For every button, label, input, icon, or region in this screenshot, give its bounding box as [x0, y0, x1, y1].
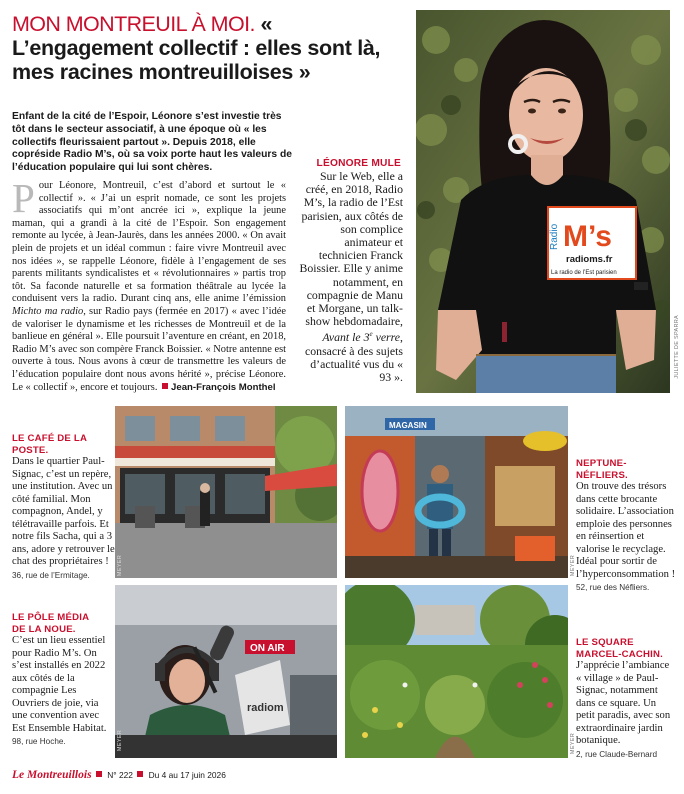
chapo: Enfant de la cité de l’Espoir, Léonore s’est investie très tôt dans le secteur associatif, à une époque où « les collectifs fleurissaient partout ». Depuis 2018, elle copréside Radio M’s, où sa voix porte haut les valeurs de l’éducation populaire qui lui sont chères.: [12, 111, 293, 174]
place-media-credit: MEYER: [117, 730, 123, 752]
place-neptune-text: On trouve des trésors dans cette brocante solidaire. L’association emploie des personnes en réinsertion et valorise le recyclage. Idéal pour sortir de l’hyperconsommation !: [576, 481, 676, 580]
tshirt-brand: M’s: [563, 220, 612, 253]
footer-issue: N° 222: [107, 770, 133, 780]
neptune-sign: MAGASIN: [389, 421, 427, 430]
place-neptune-address: 52, rue des Néfliers.: [576, 583, 650, 593]
place-neptune-title: NEPTUNE-NÉFLIERS.: [576, 458, 628, 481]
place-cafe-photo: [115, 406, 337, 578]
place-media: [12, 612, 115, 746]
article-p1: our Léonore, Montreuil, c’est d’abord et surtout le « collectif ». « J’ai un esprit nomade, ce sont les projets associatifs qui m’ont ancrée ici », explique la jeune maman, qui a grandi à la cité de l’Espoir. Son engagement remonte au lycée, à Jean-Jaurès, dans les années 2000. « On avait plein de projets et un idéal commun : faire vivre Montreuil avec nos idées », se rappelle Léonore, fidèle à l’engagement de ses parents militants syndicalistes et « révolutionnaires » partis trop tôt. Sa faconde naturelle et sa formation théâtrale au lycée la conduisent vers la radio. Durant cinq ans, elle anime l’émission: [12, 180, 286, 305]
footer-square-icon-2: [137, 771, 143, 777]
place-neptune-credit: MEYER: [570, 555, 576, 577]
portrait-photo: [416, 10, 670, 393]
place-neptune: [576, 458, 676, 592]
place-media-photo: [115, 585, 337, 758]
portrait-credit: JULIETTE DE SPARRA: [674, 315, 680, 379]
place-cafe-title: LE CAFÉ DE LA POSTE.: [12, 433, 87, 456]
place-media-title-2: DE LA NOUE.: [12, 623, 76, 635]
article-body: [12, 175, 286, 394]
tshirt-side: Radio: [549, 223, 560, 250]
headline: [12, 12, 410, 84]
footer: [12, 769, 672, 781]
sidebar-text-b: , consacré à des sujets d’actualité vus du « 93 ».: [305, 330, 403, 384]
footer-square-icon: [96, 771, 102, 777]
tshirt-url: radioms.fr: [566, 254, 613, 265]
place-cafe: [12, 433, 115, 580]
sidebar-text: [298, 170, 403, 384]
place-neptune-photo: [345, 406, 568, 578]
sidebar-name: LÉONORE MULE: [316, 158, 401, 169]
place-square-address: 2, rue Claude-Bernard: [576, 749, 658, 759]
place-square-credit: MEYER: [570, 733, 576, 755]
footer-publication: Le Montreuillois: [12, 769, 92, 781]
footer-dates: Du 4 au 17 juin 2026: [148, 770, 226, 780]
headline-title: « L’engagement collectif : elles sont là, mes racines montreuilloises »: [12, 12, 381, 84]
place-media-title-1: LE PÔLE MÉDIA: [12, 612, 90, 623]
on-air-sign: ON AIR: [250, 643, 285, 654]
place-square-photo: [345, 585, 568, 758]
place-square: [576, 637, 676, 759]
place-media-address: 98, rue Hoche.: [12, 737, 66, 747]
kicker: MON MONTREUIL À MOI.: [12, 12, 255, 36]
dropcap: P: [12, 175, 35, 221]
tshirt-tagline: La radio de l’Est parisien: [551, 270, 617, 276]
signature: Jean-François Monthel: [171, 381, 276, 393]
sidebar-show-title: Avant le 3e verre: [322, 330, 401, 345]
end-square-icon: [162, 383, 168, 389]
mic-brand: radiom: [247, 702, 284, 714]
place-cafe-credit: MEYER: [117, 555, 123, 577]
article-show-title: Michto ma radio: [12, 305, 84, 317]
place-square-title-2: MARCEL-CACHIN.: [576, 648, 664, 660]
place-square-text: J’apprécie l’ambiance « village » de Paul-Signac, notamment dans ce square. Un petit paradis, avec son extraordinaire jardin botanique.: [576, 660, 671, 747]
place-media-text: C’est un lieu essentiel pour Radio M’s. On s’est installés en 2022 aux côtés de la compagnie Les Ouvriers de joie, via une convention avec Est Ensemble Habitat.: [12, 635, 107, 734]
sidebar-text-a: Sur le Web, elle a créé, en 2018, Radio M’s, la radio de l’Est parisien, aux côtés de son complice animateur et technicien Franck Boissier. Elle y anime notamment, en compagnie de Manu et Morgane, un talk-show hebdomadaire,: [299, 169, 403, 329]
article-p2: , sur Radio pays (fermée en 2017) « avec l’idée de valoriser le dynamisme et les richesses de Montreuil et de la banlieue en général ». Elle poursuit l’aventure en créant, en 2018, Radio M’s avec son compère Franck Boissier. « Notre antenne est ouverte à tous. Nous avons à cœur de transmettre les valeurs de l’éducation populaire dont nous avons hérité », précise Léonore. Le « collectif », encore et toujours.: [12, 305, 286, 393]
place-cafe-address: 36, rue de l’Ermitage.: [12, 570, 90, 580]
place-cafe-text: Dans le quartier Paul-Signac, c’est un repère, une institution. Avec un côté familial. Mon compagnon, Andel, y télétravaille parfois. Et notre fils Sacha, qui a 3 ans, adore y retrouver le chat des propriétaires !: [12, 456, 115, 568]
place-square-title-1: LE SQUARE: [576, 637, 634, 648]
